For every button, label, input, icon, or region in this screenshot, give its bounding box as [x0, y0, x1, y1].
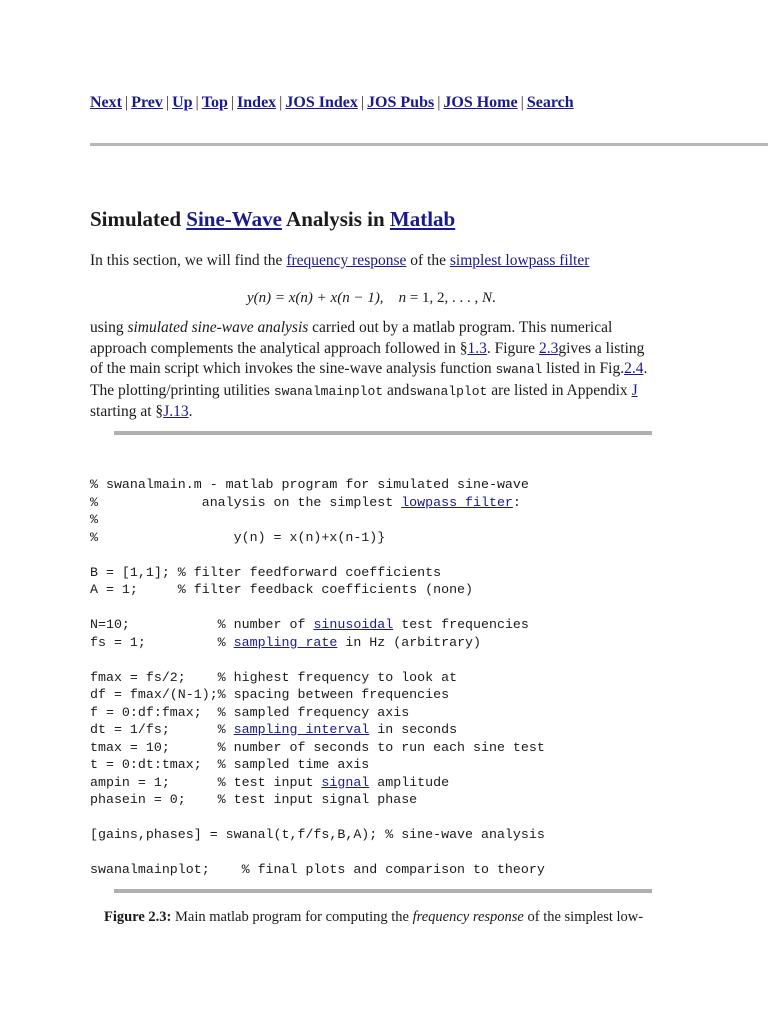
code-line: ampin = 1; % test input signal amplitude — [90, 774, 450, 790]
equation-N: N — [482, 290, 493, 306]
code-term-link[interactable]: signal — [321, 774, 370, 790]
code-line — [90, 651, 545, 669]
code-line: % — [90, 512, 98, 527]
code-line: f = 0:df:fmax; % sampled frequency axis — [90, 704, 410, 720]
nav-separator: | — [279, 94, 283, 111]
title-sine-wave-link[interactable]: Sine-Wave — [186, 207, 282, 231]
nav-prev-link[interactable]: Prev — [131, 94, 163, 111]
title-prefix: Simulated — [90, 207, 187, 231]
code-term-link[interactable]: sinusoidal — [313, 617, 394, 632]
figure-2-3-link[interactable]: 2.3 — [538, 339, 559, 357]
caption-text: Main matlab program for computing the — [171, 909, 413, 925]
body-text: using — [90, 319, 128, 336]
body-text: starting at § — [90, 403, 164, 420]
code-swanalmainplot: swanalmainplot — [273, 383, 384, 399]
body-text: gives a listing of the main script which invokes the sine-wave analysis function — [90, 339, 645, 377]
code-term-link[interactable]: lowpass filter — [401, 494, 513, 510]
caption-emphasis: frequency response — [412, 909, 524, 925]
page-title — [90, 205, 455, 233]
section-j-13-link[interactable]: J.13 — [163, 403, 189, 420]
simplest-lowpass-filter-link[interactable]: simplest lowpass filter — [449, 252, 590, 269]
code-line: df = fmax/(N-1);% spacing between frequencies — [90, 687, 450, 702]
code-line: % y(n) = x(n)+x(n-1)} — [90, 529, 386, 545]
body-text: . — [188, 403, 193, 420]
code-line: fs = 1; % sampling rate in Hz (arbitrary) — [90, 634, 482, 650]
nav-jos-home-link[interactable]: JOS Home — [443, 94, 518, 111]
frequency-response-link[interactable]: frequency response — [286, 252, 407, 269]
nav-jos-index-link[interactable]: JOS Index — [285, 94, 358, 111]
code-line: dt = 1/fs; % sampling interval in seconds — [90, 722, 458, 737]
caption-label: Figure 2.3: — [104, 909, 172, 925]
top-divider — [90, 143, 768, 146]
nav-up-link[interactable]: Up — [172, 94, 193, 111]
code-line — [90, 809, 545, 827]
code-line: swanalmainplot; % final plots and comparison to theory — [90, 862, 545, 877]
nav-separator: | — [195, 94, 199, 111]
body-emphasis: simulated sine-wave analysis — [127, 319, 309, 336]
navigation-bar — [90, 92, 690, 113]
code-line: % swanalmain.m - matlab program for simulated sine-wave — [90, 477, 529, 492]
body-text: . Figure — [486, 339, 539, 357]
nav-top-link[interactable]: Top — [201, 94, 228, 111]
equation-lhs: y(n) = x(n) + x(n − 1), — [247, 290, 384, 306]
code-line: % analysis on the simplest lowpass filter: — [90, 494, 521, 510]
nav-separator: | — [230, 94, 235, 111]
body-text: listed in Fig. — [542, 360, 625, 377]
nav-separator: | — [360, 94, 365, 111]
code-line: t = 0:dt:tmax; % sampled time axis — [90, 757, 370, 772]
body-text: . The plotting/printing utilities — [90, 360, 648, 399]
code-line: [gains,phases] = swanal(t,f/fs,B,A); % sine-wave analysis — [90, 827, 545, 842]
code-line: N=10; % number of sinusoidal test frequencies — [90, 617, 529, 632]
code-term-link[interactable]: sampling rate — [233, 634, 338, 650]
filter-equation — [247, 290, 496, 307]
nav-separator: | — [124, 94, 129, 111]
body-text: carried out by a matlab program. This numerical approach complements the analytical approach followed in § — [90, 319, 613, 357]
title-middle: Analysis in — [281, 207, 390, 231]
nav-index-link[interactable]: Index — [237, 94, 277, 111]
nav-separator: | — [165, 94, 170, 111]
title-matlab-link[interactable]: Matlab — [389, 207, 456, 231]
nav-jos-pubs-link[interactable]: JOS Pubs — [367, 94, 435, 111]
code-swanal: swanal — [495, 362, 543, 377]
equation-dot: . — [492, 290, 496, 306]
code-term-link[interactable]: sampling interval — [233, 722, 370, 737]
section-1-3-link[interactable]: 1.3 — [467, 339, 487, 357]
figure-caption — [104, 907, 643, 927]
equation-range: = 1, 2, . . . , — [406, 290, 483, 306]
body-text: are listed in Appendix — [487, 381, 632, 399]
body-paragraph — [90, 318, 660, 423]
nav-search-link[interactable]: Search — [526, 94, 574, 111]
body-text: and — [383, 381, 410, 399]
code-bottom-divider — [114, 889, 652, 893]
code-swanalplot: swanalplot — [409, 383, 488, 399]
code-line — [90, 546, 545, 564]
nav-next-link[interactable]: Next — [90, 94, 122, 111]
code-top-divider — [114, 431, 652, 435]
code-line — [90, 844, 545, 862]
code-line: fmax = fs/2; % highest frequency to look at — [90, 669, 458, 685]
code-line: B = [1,1]; % filter feedforward coefficients — [90, 564, 442, 580]
code-line: tmax = 10; % number of seconds to run each sine test — [90, 739, 545, 755]
caption-text: of the simplest low- — [523, 909, 644, 925]
intro-text-2: of the — [406, 252, 450, 269]
code-line: phasein = 0; % test input signal phase — [90, 792, 418, 807]
nav-separator: | — [520, 94, 524, 111]
intro-paragraph — [90, 251, 589, 271]
nav-separator: | — [437, 94, 441, 111]
code-line: A = 1; % filter feedback coefficients (none) — [90, 582, 474, 597]
appendix-j-link[interactable]: J — [631, 381, 638, 399]
equation-n: n — [398, 290, 407, 306]
matlab-code-listing — [90, 476, 545, 879]
intro-text-1: In this section, we will find the — [90, 252, 287, 269]
code-line — [90, 599, 545, 617]
figure-2-4-link[interactable]: 2.4 — [624, 360, 644, 377]
